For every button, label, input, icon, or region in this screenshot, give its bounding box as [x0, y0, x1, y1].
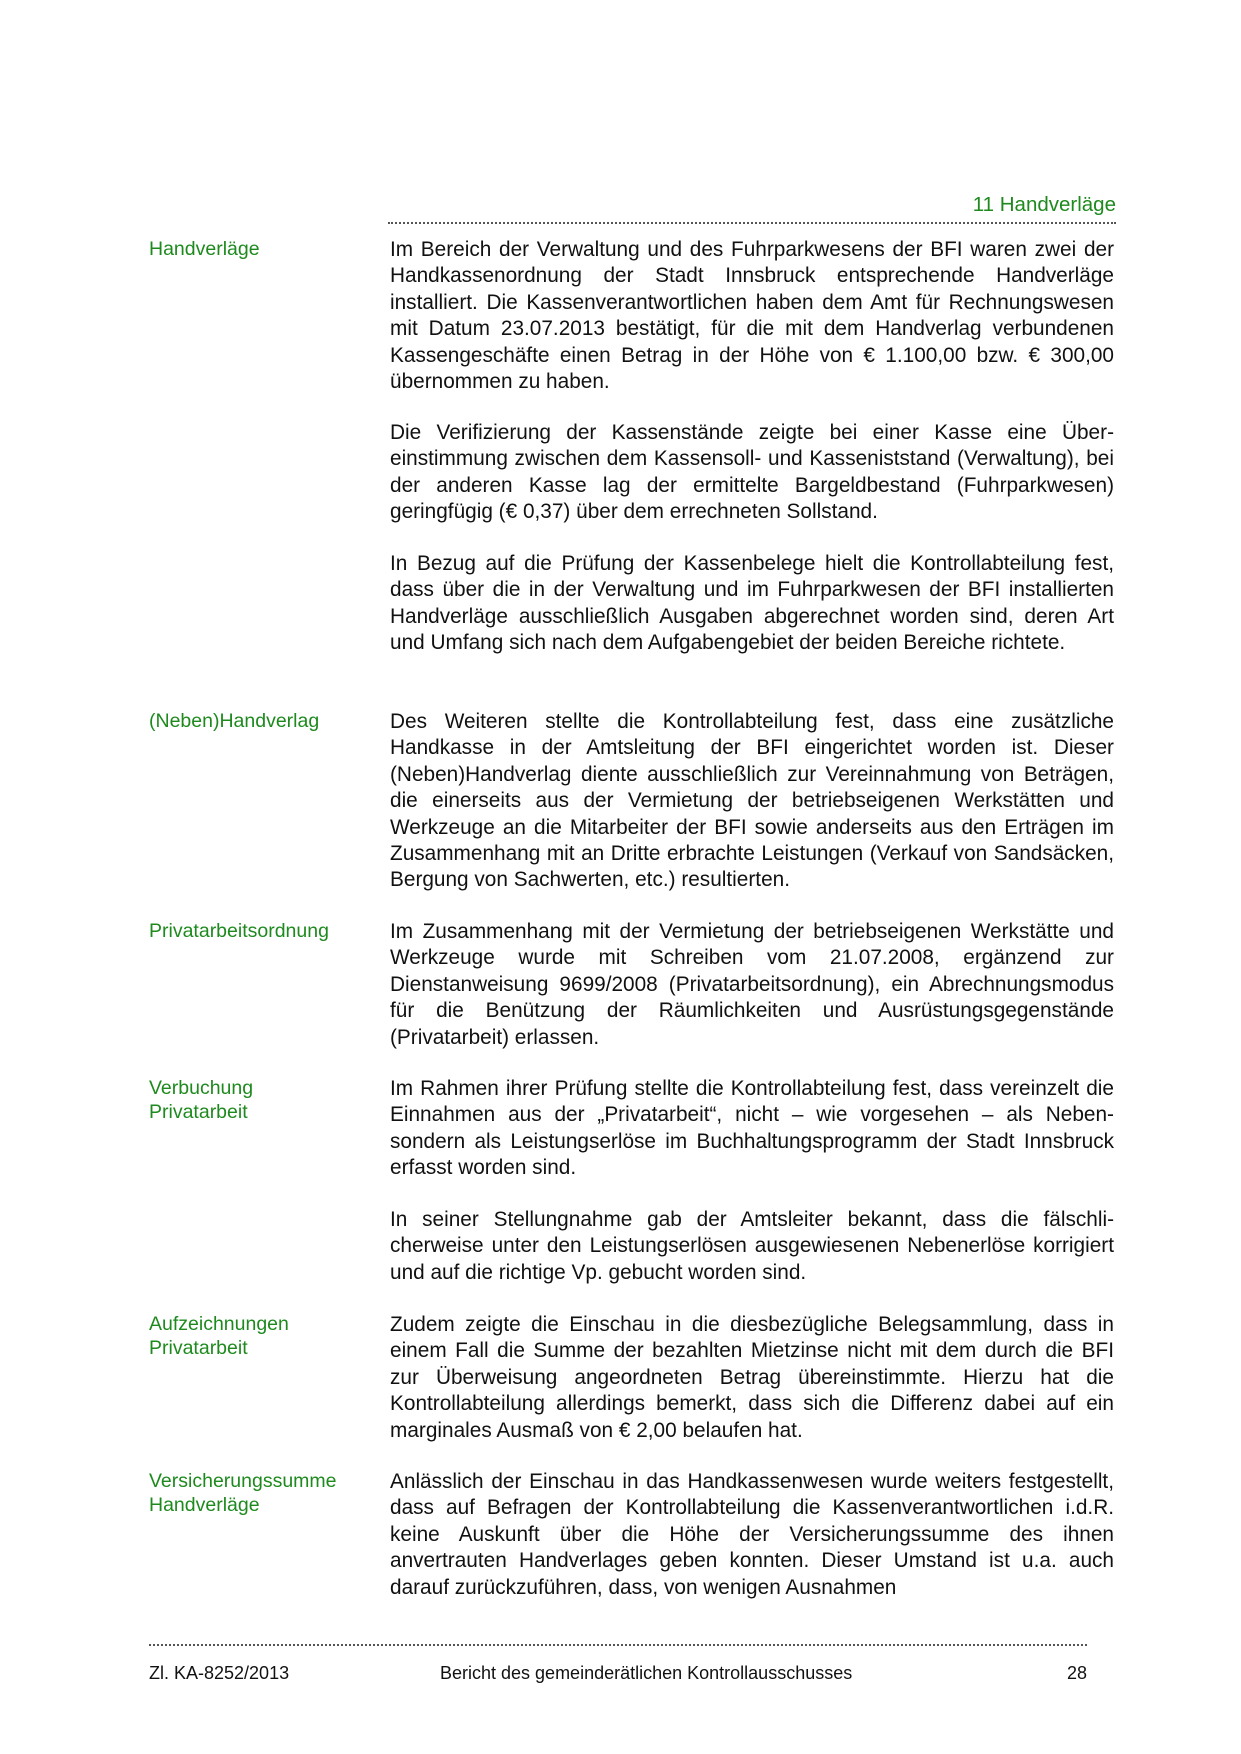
paragraph-4: Des Weiteren stellte die Kontrollabteilung fest, dass eine zusätzliche Handkasse in der Amtsleitung der BFI eingerichtet worden ist. Dieser (Neben)Handverlag diente ausschließlich zur Vereinnahmung von Beträgen, die einerseits aus der Vermietung der betriebseigenen Werkstätten und Werkzeuge an die Mitarbeiter der BFI sowie anderseits aus den Erträgen im Zusammenhang mit an Dritte erbrachte Leistungen (Verkauf von Sandsäcken, Bergung von Sachwerten, etc.) resultierten. — [390, 710, 1114, 892]
margin-label-nebenhandverlag: (Neben)Handverlag — [149, 710, 320, 732]
footer-title: Bericht des gemeinderätlichen Kontrollausschusses — [440, 1663, 853, 1683]
margin-label-aufzeichnungen-privatarbeit: Aufzeichnungen Privatarbeit — [149, 1313, 289, 1359]
paragraph-5: Im Zusammenhang mit der Vermietung der betriebseigenen Werkstätte und Werkzeuge wurde mit Schreiben vom 21.07.2008, ergänzend zur Dienstanweisung 9699/2008 (Privatarbeitsordnung), ein Abrechnungsmodus für die Benützung der Räumlichkeiten und Ausrüstungsgegenstände (Privatarbeit) erlassen. — [390, 920, 1114, 1049]
footer-divider — [149, 1644, 1087, 1646]
margin-label-privatarbeitsordnung: Privatarbeitsordnung — [149, 920, 329, 942]
paragraph-1: Im Bereich der Verwaltung und des Fuhrparkwesens der BFI waren zwei der Handkassenordnung der Stadt Innsbruck entsprechende Handverläge installiert. Die Kassenverantwortlichen haben dem Amt für Rechnungswesen mit Datum 23.07.2013 bestätigt, für die mit dem Handverlag verbundenen Kassengeschäfte einen Betrag in der Höhe von € 1.100,00 bzw. € 300,00 übernommen zu haben. — [390, 238, 1114, 394]
page-number: 28 — [1066, 1663, 1087, 1683]
margin-label-verbuchung-privatarbeit: Verbuchung Privatarbeit — [149, 1077, 254, 1123]
paragraph-8: Zudem zeigte die Einschau in die diesbezügliche Belegsammlung, dass in einem Fall die Summe der bezahlten Mietzinse nicht mit dem durch die BFI zur Überweisung angeordneten Betrag übereinstimmte. Hierzu hat die Kontrollabteilung allerdings bemerkt, dass sich die Differenz dabei auf ein marginales Ausmaß von € 2,00 belaufen hat. — [390, 1313, 1114, 1442]
paragraph-2: Die Verifizierung der Kassenstände zeigte bei einer Kasse eine Übereinstimmung zwischen dem Kassensoll- und Kasseniststand (Verwaltung), bei der anderen Kasse lag der ermittelte Bargeldbestand (Fuhrparkwesen) geringfügig (€ 0,37) über dem errechneten Sollstand. — [390, 421, 1114, 524]
paragraph-3: In Bezug auf die Prüfung der Kassenbelege hielt die Kontrollabteilung fest, dass über die in der Verwaltung und im Fuhrparkwesen der BFI installierten Handverläge ausschließlich Ausgaben abgerechnet worden sind, deren Art und Umfang sich nach dem Aufgabengebiet der beiden Bereiche richtete. — [390, 552, 1114, 655]
margin-label-versicherungssumme: Versicherungssumme Handverläge — [149, 1470, 337, 1516]
footer-reference: Zl. KA-8252/2013 — [149, 1663, 290, 1683]
margin-label-handverlaege: Handverläge — [149, 238, 260, 260]
paragraph-7: In seiner Stellungnahme gab der Amtsleiter bekannt, dass die fälschlicherweise unter den Leistungserlösen ausgewiesenen Nebenerlöse korrigiert und auf die richtige Vp. gebucht worden sind. — [390, 1208, 1114, 1284]
paragraph-9: Anlässlich der Einschau in das Handkassenwesen wurde weiters festgestellt, dass auf Befragen der Kontrollabteilung die Kassenverantwortlichen i.d.R. keine Auskunft über die Höhe der Versicherungssumme des ihnen anvertrauten Handverlages geben konnten. Dieser Umstand ist u.a. auch darauf zurückzuführen, dass, von wenigen Ausnahmen — [390, 1470, 1114, 1599]
chapter-heading: 11 Handverläge — [972, 193, 1116, 216]
paragraph-6: Im Rahmen ihrer Prüfung stellte die Kontrollabteilung fest, dass vereinzelt die Einnahmen aus der „Privatarbeit“, nicht – wie vorgesehen – als Neben- sondern als Leistungserlöse im Buchhaltungsprogramm der Stadt Innsbruck erfasst worden sind. — [390, 1077, 1114, 1180]
header-divider — [388, 222, 1116, 224]
